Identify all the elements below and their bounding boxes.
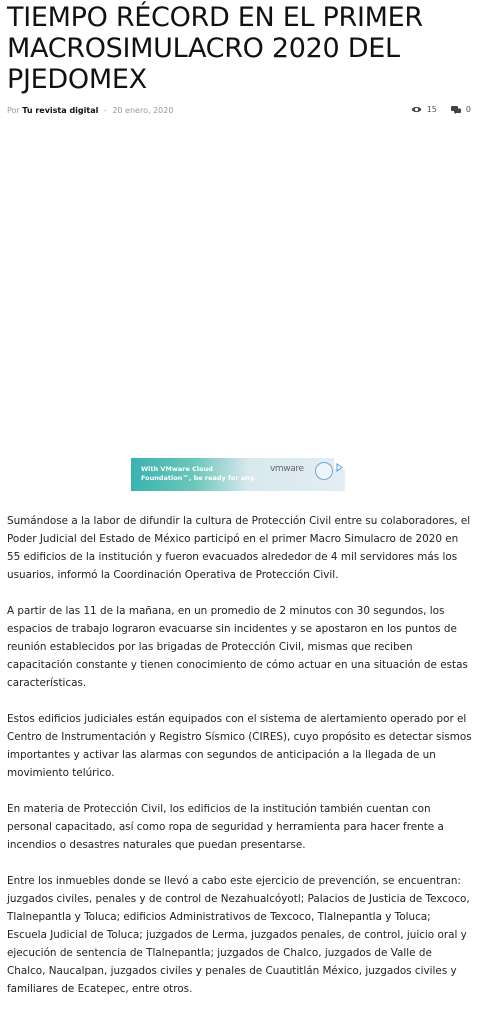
- article-paragraph: Entre los inmuebles donde se llevó a cabo este ejercicio de prevención, se encuentran: juzgados civiles, penales y de control de Nezahualcóyotl; Palacios de Justicia de Texcoco, Tlalnepantla y Toluca; edificios Administrativos de Texcoco, Tlalnepantla y Toluca; Escuela Judicial de Toluca; juzgados de Lerma, juzgados penales, de control, juicio oral y ejecución de sentencia de Tlalnepantla; juzgados de Chalco, juzgados de Valle de Chalco, Naucalpan, juzgados civiles y penales de Cuautitlán México, juzgados civiles y familiares de Ecatepec, entre otros.: [7, 875, 470, 995]
- by-label: Por: [7, 106, 20, 115]
- comment-icon: [451, 106, 461, 114]
- post-counters: [411, 105, 471, 114]
- comments-count: 0: [465, 105, 471, 114]
- ad-text: [141, 465, 256, 483]
- ad-partner-badge-icon: [315, 462, 333, 480]
- author-link[interactable]: Tu revista digital: [22, 106, 99, 115]
- ad-line-2: Foundation™, be ready for any.: [141, 474, 256, 482]
- eye-icon: [411, 106, 422, 113]
- article-paragraph: Estos edificios judiciales están equipados con el sistema de alertamiento operado por el Centro de Instrumentación y Registro Sísmico (CIRES), cuyo propósito es detectar sismos importantes y activar las alarmas con segundos de anticipación a la llegada de un movimiento telúrico.: [7, 713, 472, 779]
- meta-separator: -: [103, 106, 107, 115]
- ad-line-1: With VMware Cloud: [141, 465, 213, 473]
- ad-brand-logo: vmware: [270, 464, 304, 474]
- featured-media-area: [0, 125, 479, 450]
- post-meta: [7, 106, 173, 115]
- post-date: 20 enero, 2020: [112, 106, 174, 115]
- article-paragraph: A partir de las 11 de la mañana, en un promedio de 2 minutos con 30 segundos, los espacios de trabajo lograron evacuarse sin incidentes y se apostaron en los puntos de reunión establecidos por las brigadas de Protección Civil, mismas que reciben capacitación constante y tienen conocimiento de cómo actuar en una situación de estas características.: [7, 605, 468, 689]
- article-paragraph: Sumándose a la labor de difundir la cultura de Protección Civil entre su colaboradores, el Poder Judicial del Estado de México participó en el primer Macro Simulacro de 2020 en 55 edificios de la institución y fueron evacuados alrededor de 4 mil servidores más los usuarios, informó la Coordinación Operativa de Protección Civil.: [7, 515, 471, 581]
- article-title: TIEMPO RÉCORD EN EL PRIMER MACROSIMULACRO 2020 DEL PJEDOMEX: [7, 2, 423, 95]
- views-counter: [411, 105, 437, 114]
- ad-choices-icon[interactable]: [334, 458, 345, 469]
- advertisement-banner[interactable]: [131, 458, 345, 491]
- article-body: [7, 512, 473, 1016]
- comments-counter[interactable]: [451, 105, 471, 114]
- article-paragraph: En materia de Protección Civil, los edificios de la institución también cuentan con personal capacitado, así como ropa de seguridad y herramienta para hacer frente a incendios o desastres naturales que puedan presentarse.: [7, 803, 444, 851]
- views-count: 15: [426, 105, 437, 114]
